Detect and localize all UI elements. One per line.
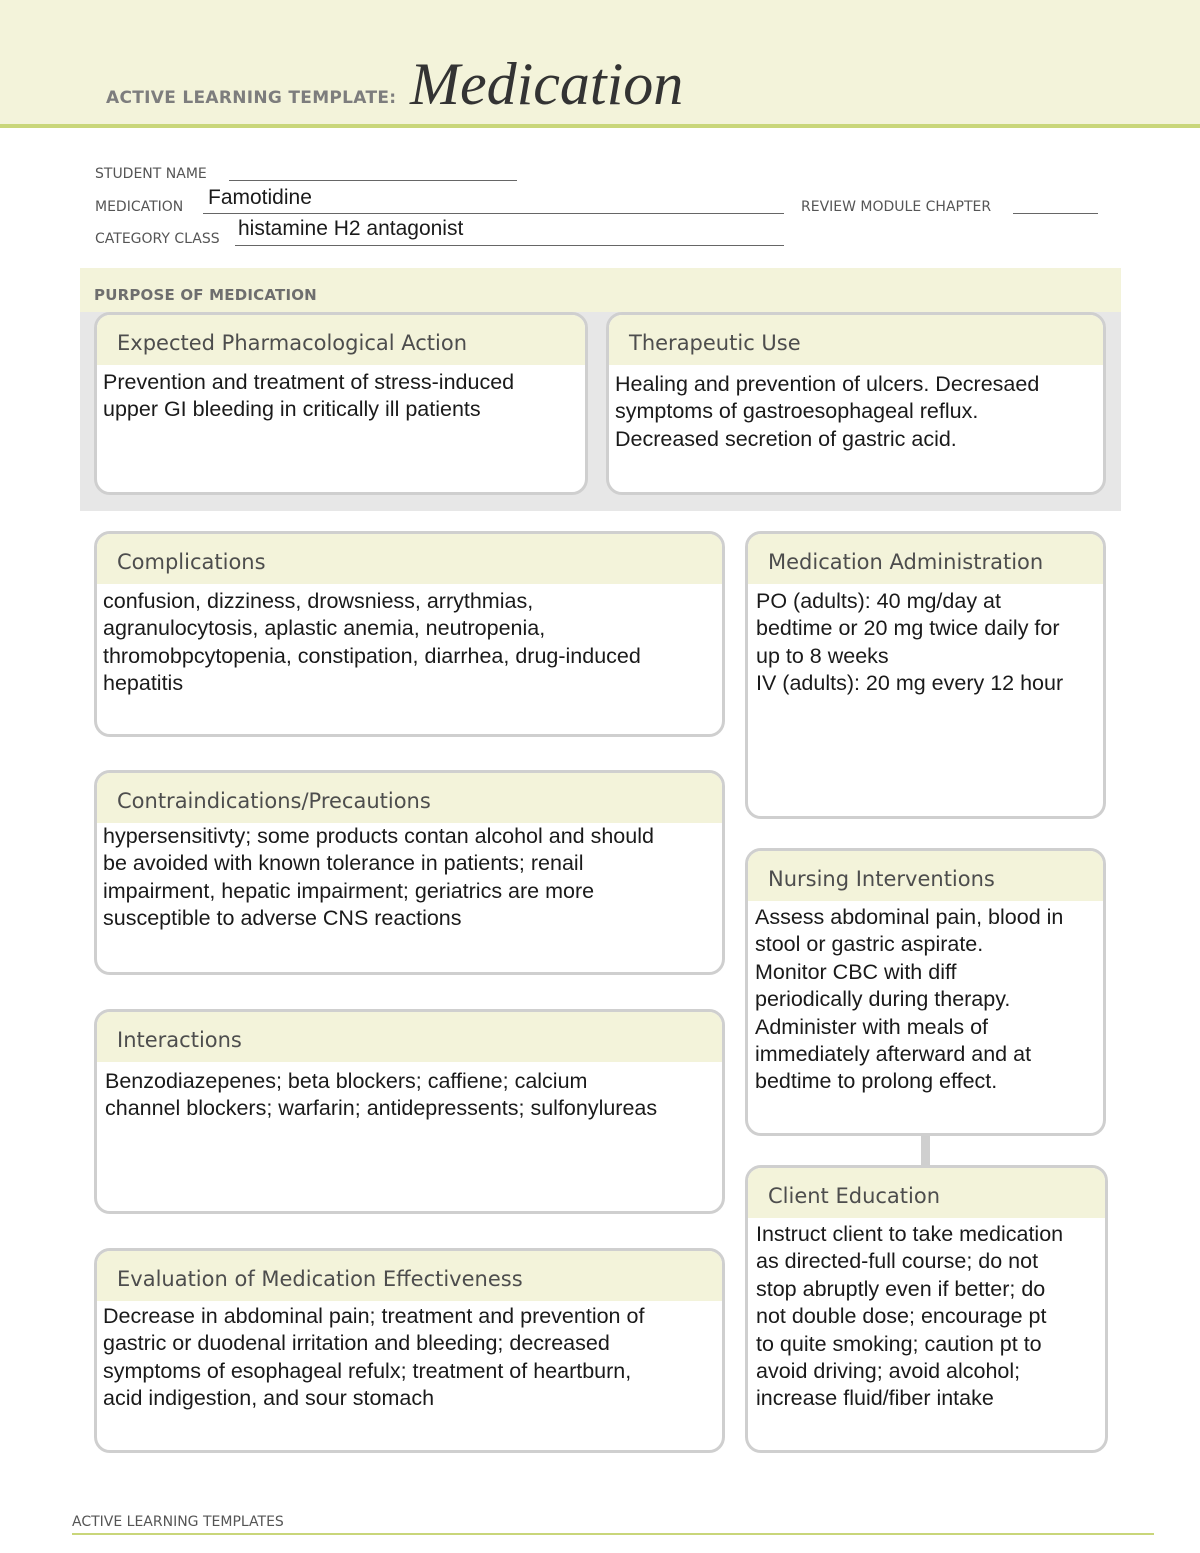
review-module-line <box>1013 213 1098 214</box>
complications-title: Complications <box>97 534 722 584</box>
contraindications-text[interactable]: hypersensitivty; some products contan alcohol and should be avoided with known tolerance in patients; renail impairment, hepatic impairment; geriatrics are more susceptible to adverse CNS reactions <box>103 824 654 931</box>
medication-line <box>203 213 784 214</box>
page-title: Medication <box>410 51 684 117</box>
contraindications-box <box>94 770 725 975</box>
student-name-label: STUDENT NAME <box>95 166 207 182</box>
review-module-label: REVIEW MODULE CHAPTER <box>801 199 992 215</box>
medication-field[interactable]: Famotidine <box>208 186 312 209</box>
contraindications-title: Contraindications/Precautions <box>97 773 722 823</box>
footer-label: ACTIVE LEARNING TEMPLATES <box>72 1514 284 1530</box>
medication-administration-text[interactable]: PO (adults): 40 mg/day at bedtime or 20 mg twice daily for up to 8 weeks IV (adults): 20 mg every 12 hour <box>756 589 1064 696</box>
category-class-field[interactable]: histamine H2 antagonist <box>238 217 464 240</box>
interactions-text[interactable]: Benzodiazepenes; beta blockers; caffiene; calcium channel blockers; warfarin; antidepressents; sulfonylureas <box>105 1069 658 1121</box>
complications-box <box>94 531 725 737</box>
client-education-box <box>745 1165 1108 1453</box>
complications-text[interactable]: confusion, dizziness, drowsniess, arrythmias, agranulocytosis, aplastic anemia, neutropenia, thromobpcytopenia, constipation, diarrhea, drug-induced hepatitis <box>103 589 641 696</box>
footer-divider <box>72 1533 1154 1535</box>
medication-administration-title: Medication Administration <box>748 534 1103 584</box>
purpose-section-label: PURPOSE OF MEDICATION <box>94 286 317 304</box>
student-name-line <box>229 180 517 181</box>
education-connector <box>921 1135 930 1165</box>
evaluation-text[interactable]: Decrease in abdominal pain; treatment and prevention of gastric or duodenal irritation and bleeding; decreased symptoms of esophageal refulx; treatment of heartburn, acid indigestion, and sour stomach <box>103 1304 645 1411</box>
nursing-interventions-box <box>745 848 1106 1136</box>
client-education-title: Client Education <box>748 1168 1105 1218</box>
evaluation-title: Evaluation of Medication Effectiveness <box>97 1251 722 1301</box>
category-class-line <box>235 245 784 246</box>
client-education-text[interactable]: Instruct client to take medication as directed-full course; do not stop abruptly even if better; do not double dose; encourage pt to quite smoking; caution pt to avoid driving; avoid alcohol; increase fluid/fiber intake <box>756 1222 1064 1411</box>
expected-action-title: Expected Pharmacological Action <box>97 315 585 365</box>
evaluation-box <box>94 1248 725 1453</box>
expected-action-text[interactable]: Prevention and treatment of stress-induced upper GI bleeding in critically ill patients <box>103 370 515 422</box>
medication-administration-box <box>745 531 1106 819</box>
expected-action-box <box>94 312 588 495</box>
nursing-interventions-title: Nursing Interventions <box>748 851 1103 901</box>
template-label: ACTIVE LEARNING TEMPLATE: <box>106 88 397 108</box>
interactions-title: Interactions <box>97 1012 722 1062</box>
interactions-box <box>94 1009 725 1214</box>
header-divider <box>0 124 1200 128</box>
nursing-interventions-text[interactable]: Assess abdominal pain, blood in stool or gastric aspirate. Monitor CBC with diff periodically during therapy. Administer with meals of immediately afterward and at bedtime to prolong effect. <box>755 905 1064 1094</box>
category-class-label: CATEGORY CLASS <box>95 231 220 247</box>
therapeutic-use-box <box>606 312 1106 495</box>
medication-label: MEDICATION <box>95 199 184 215</box>
therapeutic-use-title: Therapeutic Use <box>609 315 1103 365</box>
therapeutic-use-text[interactable]: Healing and prevention of ulcers. Decresaed symptoms of gastroesophageal reflux. Decreased secretion of gastric acid. <box>615 372 1040 451</box>
